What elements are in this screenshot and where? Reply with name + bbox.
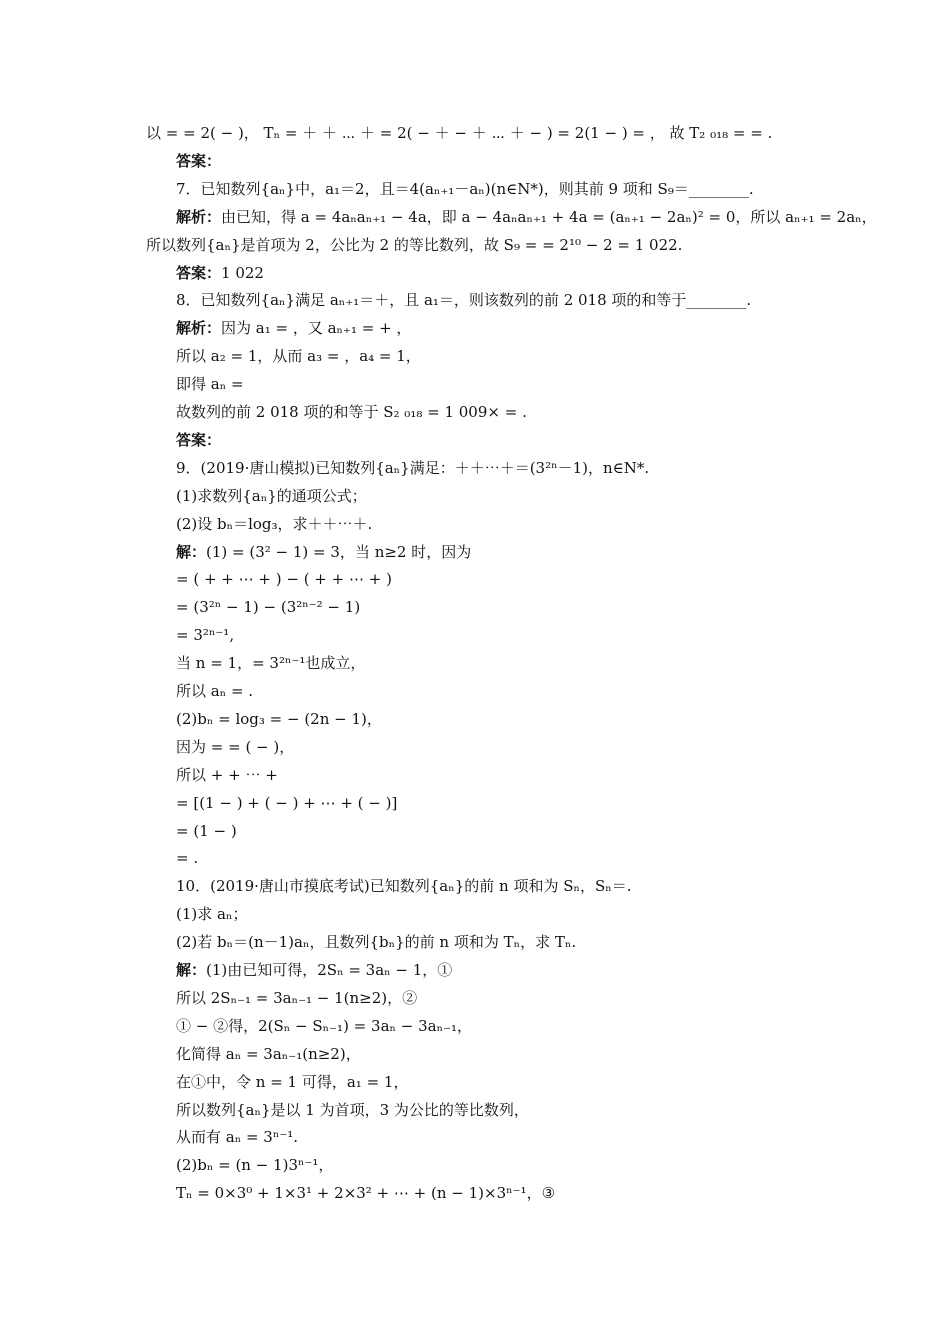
text-line: (2)若 bₙ＝(n－1)aₙ，且数列{bₙ}的前 n 项和为 Tₙ，求 Tₙ. <box>176 933 577 952</box>
line-body: (1)由已知可得，2Sₙ = 3aₙ − 1，① <box>206 961 453 979</box>
text-line: 以 = = 2( − )， Tₙ = ＋ ＋ ⋯ ＋ = 2( − ＋ − ＋ ⋯ ＋ − ) = 2(1 − ) = ， 故 T₂ ₀₁₈ = = . <box>146 124 773 142</box>
text-line: 答案： <box>176 430 222 449</box>
text-line <box>176 207 877 227</box>
text-line: 化简得 aₙ = 3aₙ₋₁(n≥2)， <box>176 1044 361 1063</box>
text-line: 在①中，令 n = 1 可得，a₁ = 1， <box>176 1072 409 1091</box>
text-line: 从而有 aₙ = 3ⁿ⁻¹. <box>176 1128 299 1147</box>
text-line: (1)求数列{aₙ}的通项公式； <box>176 486 367 505</box>
text-line: = ( + + ⋯ + ) − ( + + ⋯ + ) <box>176 570 392 589</box>
text-line: 故数列的前 2 018 项的和等于 S₂ ₀₁₈ = 1 009× = . <box>176 403 527 421</box>
label-prefix: 解： <box>176 961 207 979</box>
line-body: (1) = (3² − 1) = 3，当 n≥2 时，因为 <box>206 542 472 561</box>
text-line: 所以 aₙ = . <box>176 682 254 700</box>
text-line: 所以 a₂ = 1，从而 a₃ = ，a₄ = 1， <box>176 347 421 366</box>
text-line: (1)求 aₙ； <box>176 905 248 924</box>
text-line: 答案： <box>176 151 222 170</box>
text-line: = [(1 − ) + ( − ) + ⋯ + ( − )] <box>176 793 398 812</box>
text-line: ① − ②得，2(Sₙ − Sₙ₋₁) = 3aₙ − 3aₙ₋₁， <box>176 1016 473 1035</box>
label-prefix: 解析： <box>176 207 222 226</box>
label-prefix: 解析： <box>176 319 222 338</box>
text-line: (2)bₙ = (n − 1)3ⁿ⁻¹， <box>176 1156 334 1175</box>
text-line: 所以 2Sₙ₋₁ = 3aₙ₋₁ − 1(n≥2)，② <box>176 988 418 1007</box>
text-line: 当 n = 1，= 3²ⁿ⁻¹也成立， <box>176 654 366 673</box>
text-line <box>176 960 452 980</box>
text-line: 所以数列{aₙ}是以 1 为首项，3 为公比的等比数列， <box>176 1100 529 1119</box>
line-body: 因为 a₁ = ，又 aₙ₊₁ = + ， <box>221 319 412 338</box>
text-line: 10．(2019·唐山市摸底考试)已知数列{aₙ}的前 n 项和为 Sₙ，Sₙ＝. <box>176 877 632 896</box>
text-line: 因为 = = ( − )， <box>176 737 295 756</box>
text-line: 即得 aₙ = <box>176 375 244 394</box>
line-body: 1 022 <box>221 263 264 282</box>
text-line: = (1 − ) <box>176 821 237 840</box>
text-line: = 3²ⁿ⁻¹, <box>176 626 235 645</box>
text-line: Tₙ = 0×3⁰ + 1×3¹ + 2×3² + ⋯ + (n − 1)×3ⁿ⁻¹，③ <box>176 1184 556 1203</box>
text-line: (2)bₙ = log₃ = − (2n − 1)， <box>176 709 382 728</box>
text-line: 8．已知数列{aₙ}满足 aₙ₊₁＝＋，且 a₁＝，则该数列的前 2 018 项的和等于________. <box>176 291 752 310</box>
text-line: 所以数列{aₙ}是首项为 2，公比为 2 的等比数列，故 S₉ = = 2¹⁰ − 2 = 1 022. <box>146 235 683 254</box>
line-body: 由已知，得 a = 4aₙaₙ₊₁ − 4a，即 a − 4aₙaₙ₊₁ + 4a = (aₙ₊₁ − 2aₙ)² = 0，所以 aₙ₊₁ = 2aₙ， <box>221 207 877 226</box>
text-line: 7．已知数列{aₙ}中，a₁＝2，且＝4(aₙ₊₁－aₙ)(n∈N*)，则其前 9 项和 S₉＝________. <box>176 179 754 198</box>
text-line: (2)设 bₙ＝log₃，求＋＋⋯＋. <box>176 514 373 533</box>
label-prefix: 答案： <box>176 263 222 282</box>
text-line <box>176 542 471 562</box>
text-line: 9．(2019·唐山模拟)已知数列{aₙ}满足：＋＋⋯＋＝(3²ⁿ－1)，n∈N*. <box>176 458 650 477</box>
text-line: = (3²ⁿ − 1) − (3²ⁿ⁻² − 1) <box>176 598 361 617</box>
text-line <box>176 318 411 338</box>
text-line: 所以 + + ⋯ + <box>176 765 278 784</box>
text-line: = . <box>176 849 199 868</box>
text-line <box>176 263 264 283</box>
label-prefix: 解： <box>176 542 207 561</box>
